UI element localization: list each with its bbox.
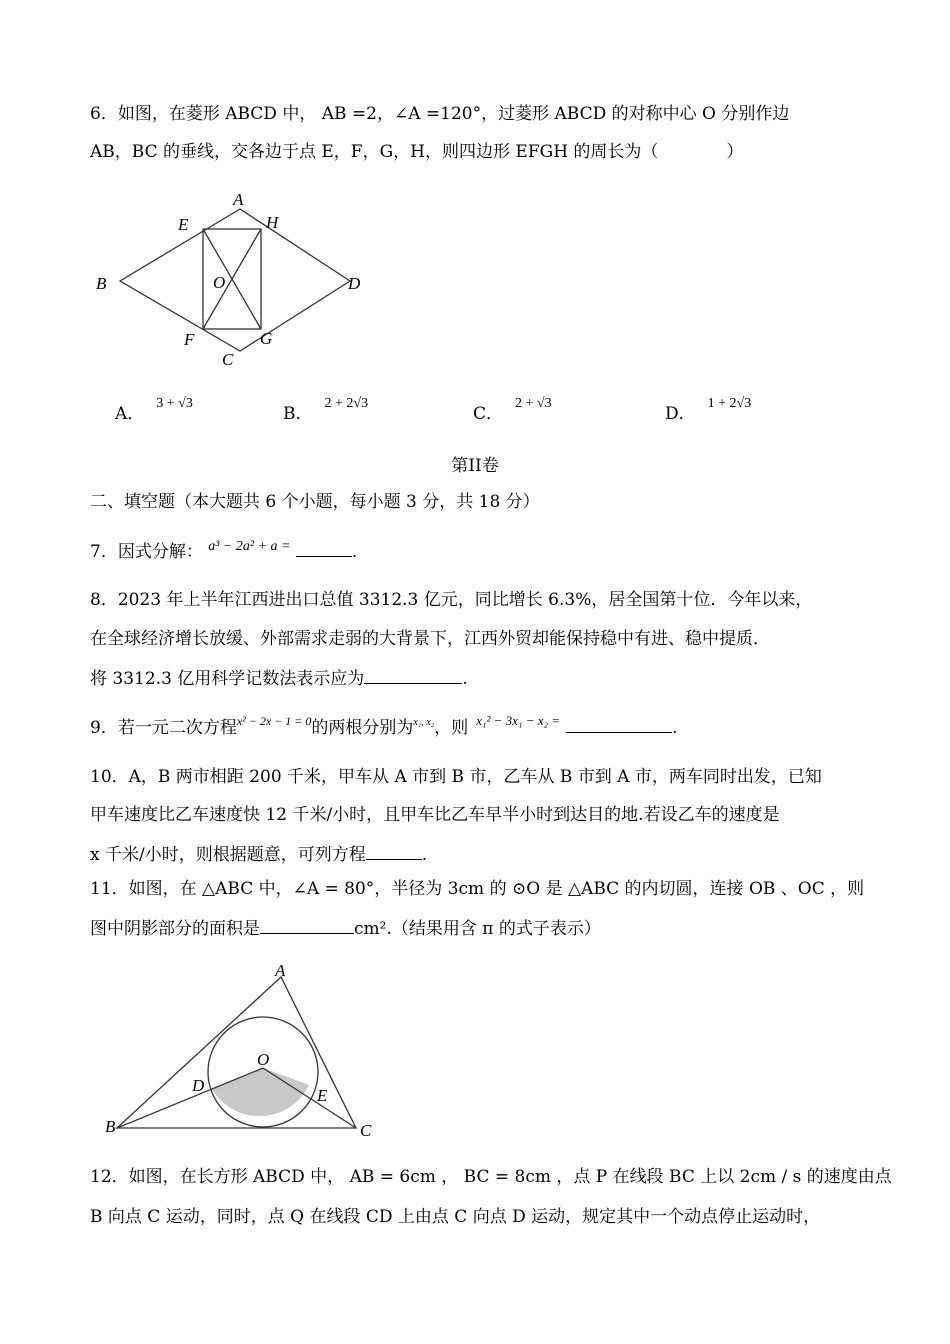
q9-then: ，则	[434, 718, 469, 738]
label-E: E	[317, 1086, 328, 1105]
q11-line2	[90, 915, 601, 941]
q9-prefix: 9．若一元二次方程	[90, 718, 237, 738]
label-B: B	[96, 274, 107, 293]
q11-line1: 11．如图，在 △ABC 中，∠A = 80°，半径为 3cm 的 ⊙O 是 △ABC 的内切圆，连接 OB 、OC ，则	[90, 879, 865, 899]
option-a-label: A．	[115, 404, 145, 424]
q9-mid: 的两根分别为	[311, 718, 414, 738]
option-d-value: 1 + 2√3	[707, 396, 752, 411]
q10-line3	[90, 841, 427, 867]
label-O: O	[257, 1050, 270, 1069]
q9-equation: x² − 2x − 1 = 0	[236, 714, 312, 728]
incircle-figure	[100, 960, 390, 1145]
option-d-label: D．	[665, 404, 696, 424]
option-b-value: 2 + 2√3	[324, 396, 369, 411]
label-O: O	[213, 273, 226, 292]
option-a-value: 3 + √3	[156, 396, 193, 411]
section-title: 第II卷	[451, 456, 499, 476]
q11-line2b: cm².（结果用含 π 的式子表示）	[354, 919, 601, 939]
q8-line3	[90, 665, 468, 691]
shaded-sector	[212, 1068, 309, 1116]
q11-line2a: 图中阴影部分的面积是	[90, 919, 260, 939]
q10-line3-text: x 千米/小时，则根据题意，可列方程	[90, 845, 366, 865]
option-c-value: 2 + √3	[515, 396, 552, 411]
q8-line1: 8．2023 年上半年江西进出口总值 3312.3 亿元，同比增长 6.3%，居全国第十位．今年以来，	[90, 590, 813, 610]
q7-answer-blank[interactable]	[296, 538, 352, 557]
label-C: C	[360, 1121, 372, 1140]
q11-answer-blank[interactable]	[260, 915, 354, 934]
q9-suffix: .	[672, 718, 678, 738]
label-C: C	[222, 350, 234, 369]
label-A: A	[233, 190, 244, 209]
q9-expression: x₁² − 3x₁ − x₂ =	[476, 713, 561, 728]
q8-line2: 在全球经济增长放缓、外部需求走弱的大背景下，江西外贸却能保持稳中有进、稳中提质．	[90, 629, 770, 649]
q10-line2: 甲车速度比乙车速度快 12 千米/小时，且甲车比乙车早半小时到达目的地.若设乙车的速度是	[90, 805, 780, 825]
option-b-label: B．	[283, 404, 313, 424]
q6-line2: AB，BC 的垂线，交各边于点 E，F，G，H，则四边形 EFGH 的周长为（ ）	[90, 142, 744, 162]
q7-expr: a³ − 2a² + a =	[208, 539, 291, 554]
q8-answer-blank[interactable]	[364, 665, 462, 684]
label-F: F	[184, 330, 195, 349]
label-D: D	[348, 274, 361, 293]
label-G: G	[260, 329, 273, 348]
q8-line3-text: 将 3312.3 亿用科学记数法表示应为	[90, 669, 365, 689]
option-a[interactable]	[115, 396, 193, 428]
q10-line1: 10．A，B 两市相距 200 千米，甲车从 A 市到 B 市，乙车从 B 市到 A 市，两车同时出发，已知	[90, 767, 822, 787]
option-d[interactable]	[665, 396, 752, 428]
option-c-label: C．	[473, 404, 504, 424]
q9-roots: x₁, x₂	[413, 717, 435, 728]
q6-line1: 6．如图，在菱形 ABCD 中， AB =2，∠A =120°，过菱形 ABCD 的对称中心 O 分别作边	[90, 104, 790, 124]
q7-prefix: 7．因式分解：	[90, 542, 203, 562]
q9-answer-blank[interactable]	[566, 714, 672, 733]
label-B: B	[105, 1117, 116, 1136]
option-b[interactable]	[283, 396, 369, 428]
q10-answer-blank[interactable]	[366, 841, 422, 860]
q12-line1: 12．如图，在长方形 ABCD 中， AB = 6cm ， BC = 8cm ，点 P 在线段 BC 上以 2cm / s 的速度由点	[90, 1167, 892, 1187]
rhombus-figure	[90, 185, 380, 375]
option-c[interactable]	[473, 396, 552, 428]
q12-line2: B 向点 C 运动，同时，点 Q 在线段 CD 上由点 C 向点 D 运动，规定其中一个动点停止运动时，	[90, 1207, 821, 1227]
q9-line	[90, 714, 677, 743]
label-H: H	[266, 213, 279, 232]
q10-suffix: .	[421, 845, 428, 865]
section-heading: 二、填空题（本大题共 6 个小题，每小题 3 分，共 18 分）	[90, 492, 540, 512]
q7-line	[90, 538, 357, 566]
label-A: A	[275, 961, 286, 980]
label-E: E	[178, 215, 189, 234]
q7-suffix: .	[351, 542, 358, 562]
q8-suffix: .	[462, 669, 468, 689]
label-D: D	[192, 1076, 205, 1095]
